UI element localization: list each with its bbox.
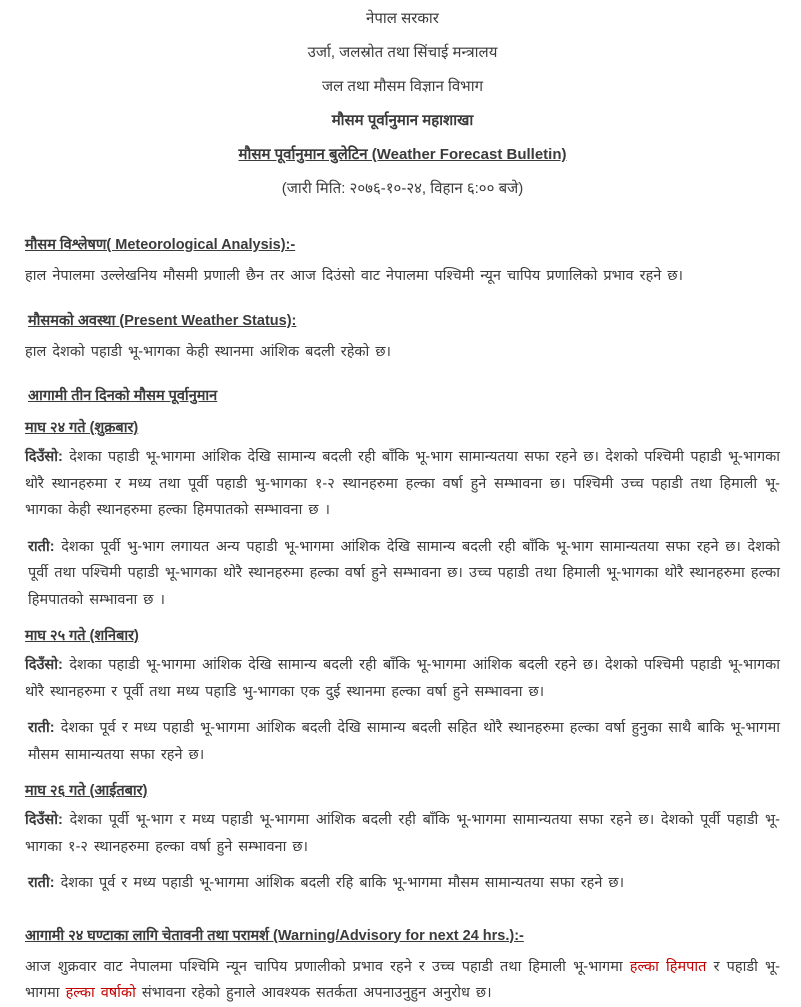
night-forecast-para	[25, 534, 780, 614]
government-title: नेपाल सरकार	[366, 10, 439, 27]
analysis-heading: मौसम विश्लेषण( Meteorological Analysis):-	[25, 237, 296, 253]
forecast-day-title: माघ २५ गते (शनिबार)	[25, 628, 139, 644]
ministry-title: उर्जा, जलस्रोत तथा सिंचाई मन्त्रालय	[307, 44, 498, 61]
analysis-body: हाल नेपालमा उल्लेखनिय मौसमी प्रणाली छैन तर आज दिउंसो वाट नेपालमा पश्चिमी न्यून चापिय प्रणालिको प्रभाव रहने छ।	[25, 268, 684, 284]
night-label: राती:	[28, 538, 55, 555]
night-label: राती:	[28, 875, 55, 891]
warning-text-segment: आज शुक्रवार वाट नेपालमा पश्चिमि न्यून चापिय प्रणालीको प्रभाव रहने र उच्च पहाडी तथा हिमाली भू-भागमा	[25, 958, 630, 975]
night-text: देशका पूर्व र मध्य पहाडी भू-भागमा आंशिक बदली रहि बाकि भू-भागमा मौसम सामान्यतया सफा रहने छ।	[60, 875, 625, 891]
forecast-heading: आगामी तीन दिनको मौसम पूर्वानुमान	[28, 388, 218, 404]
warning-body	[25, 954, 780, 1007]
night-text: देशका पूर्व र मध्य पहाडी भू-भागमा आंशिक बदली देखि सामान्य बदली सहित थोरै स्थानहरुमा हल्का वर्षा हुनुका साथै बाकि भू-भागमा मौसम सामान्यतया सफा रहने छ।	[28, 720, 780, 763]
warning-text-segment: र पहाडी भू-भागमा	[25, 958, 781, 1001]
day-forecast-para	[25, 652, 780, 705]
night-forecast-para	[25, 715, 780, 768]
day-forecast-para	[25, 444, 780, 524]
daytime-text: देशका पहाडी भू-भागमा आंशिक देखि सामान्य बदली रही बाँकि भू-भागमा आंशिक बदली रहने छ। देशको पश्चिमी पहाडी भू-भागका थोरै स्थानहरुमा र पूर्वी तथा मध्य पहाडि भु-भागका एक दुई स्थानमा हल्का वर्षा हुने सम्भावना छ।	[25, 657, 781, 700]
night-forecast-para	[25, 870, 780, 897]
issue-date: (जारी मिति: २०७६-१०-२४, विहान ६:०० बजे)	[281, 180, 524, 197]
daytime-text: देशका पूर्वी भू-भाग र मध्य पहाडी भू-भागमा आंशिक बदली रही बाँकि भू-भागमा सामान्यतया सफा रहने छ। देशको पूर्वी पहाडी भू-भागका १-२ स्थानहरुमा हल्का वर्षा हुने सम्भावना छ।	[25, 812, 781, 855]
forecast-day-title: माघ २४ गते (शुक्रबार)	[25, 420, 139, 436]
warning-heading: आगामी २४ घण्टाका लागि चेतावनी तथा परामर्श (Warning/Advisory for next 24 hrs.):-	[25, 927, 524, 944]
daytime-label: दिउँसो:	[25, 449, 63, 465]
daytime-label: दिउँसो:	[25, 812, 63, 828]
daytime-text: देशका पहाडी भू-भागमा आंशिक देखि सामान्य बदली रही बाँकि भू-भाग सामान्यतया सफा रहने छ। देशको पश्चिमी पहाडी भू-भागका थोरै स्थानहरुमा र मध्य तथा पूर्वी पहाडी भु-भागका १-२ स्थानहरुमा हल्का वर्षा हुने सम्भावना छ। पश्चिमी उच्च पहाडी तथा हिमाली भू-भागका केही स्थानहरुमा हल्का हिमपातको सम्भावना छ ।	[25, 449, 781, 518]
day-forecast-para	[25, 807, 780, 860]
present-status-body: हाल देशको पहाडी भू-भागका केही स्थानमा आंशिक बदली रहेको छ।	[25, 343, 391, 360]
division-title: मौसम पूर्वानुमान महाशाखा	[331, 112, 474, 129]
bulletin-title: मौसम पूर्वानुमान बुलेटिन (Weather Forecast Bulletin)	[238, 146, 567, 163]
department-title: जल तथा मौसम विज्ञान विभाग	[321, 78, 484, 95]
daytime-label: दिउँसो:	[25, 657, 63, 673]
forecast-day-title: माघ २६ गते (आईतबार)	[25, 783, 148, 799]
night-label: राती:	[28, 720, 55, 736]
warning-text-segment: हल्का हिमपात	[629, 958, 707, 975]
warning-text-segment: हल्का वर्षाको	[65, 985, 136, 1001]
present-status-heading: मौसमको अवस्था (Present Weather Status):	[28, 312, 297, 329]
warning-text-segment: संभावना रहेको हुनाले आवश्यक सतर्कता अपनाउनुहुन अनुरोध छ।	[135, 985, 492, 1001]
night-text: देशका पूर्वी भु-भाग लगायत अन्य पहाडी भू-भागमा आंशिक देखि सामान्य बदली रही बाँकि भू-भाग सामान्यतया सफा रहने छ। देशको पूर्वी तथा पश्चिमी पहाडी भू-भागका थोरै स्थानहरुमा हल्का वर्षा हुने सम्भावना छ। उच्च पहाडी तथा हिमाली भू-भागका थोरै स्थानहरुमा हल्का हिमपातको सम्भावना छ ।	[28, 538, 780, 608]
